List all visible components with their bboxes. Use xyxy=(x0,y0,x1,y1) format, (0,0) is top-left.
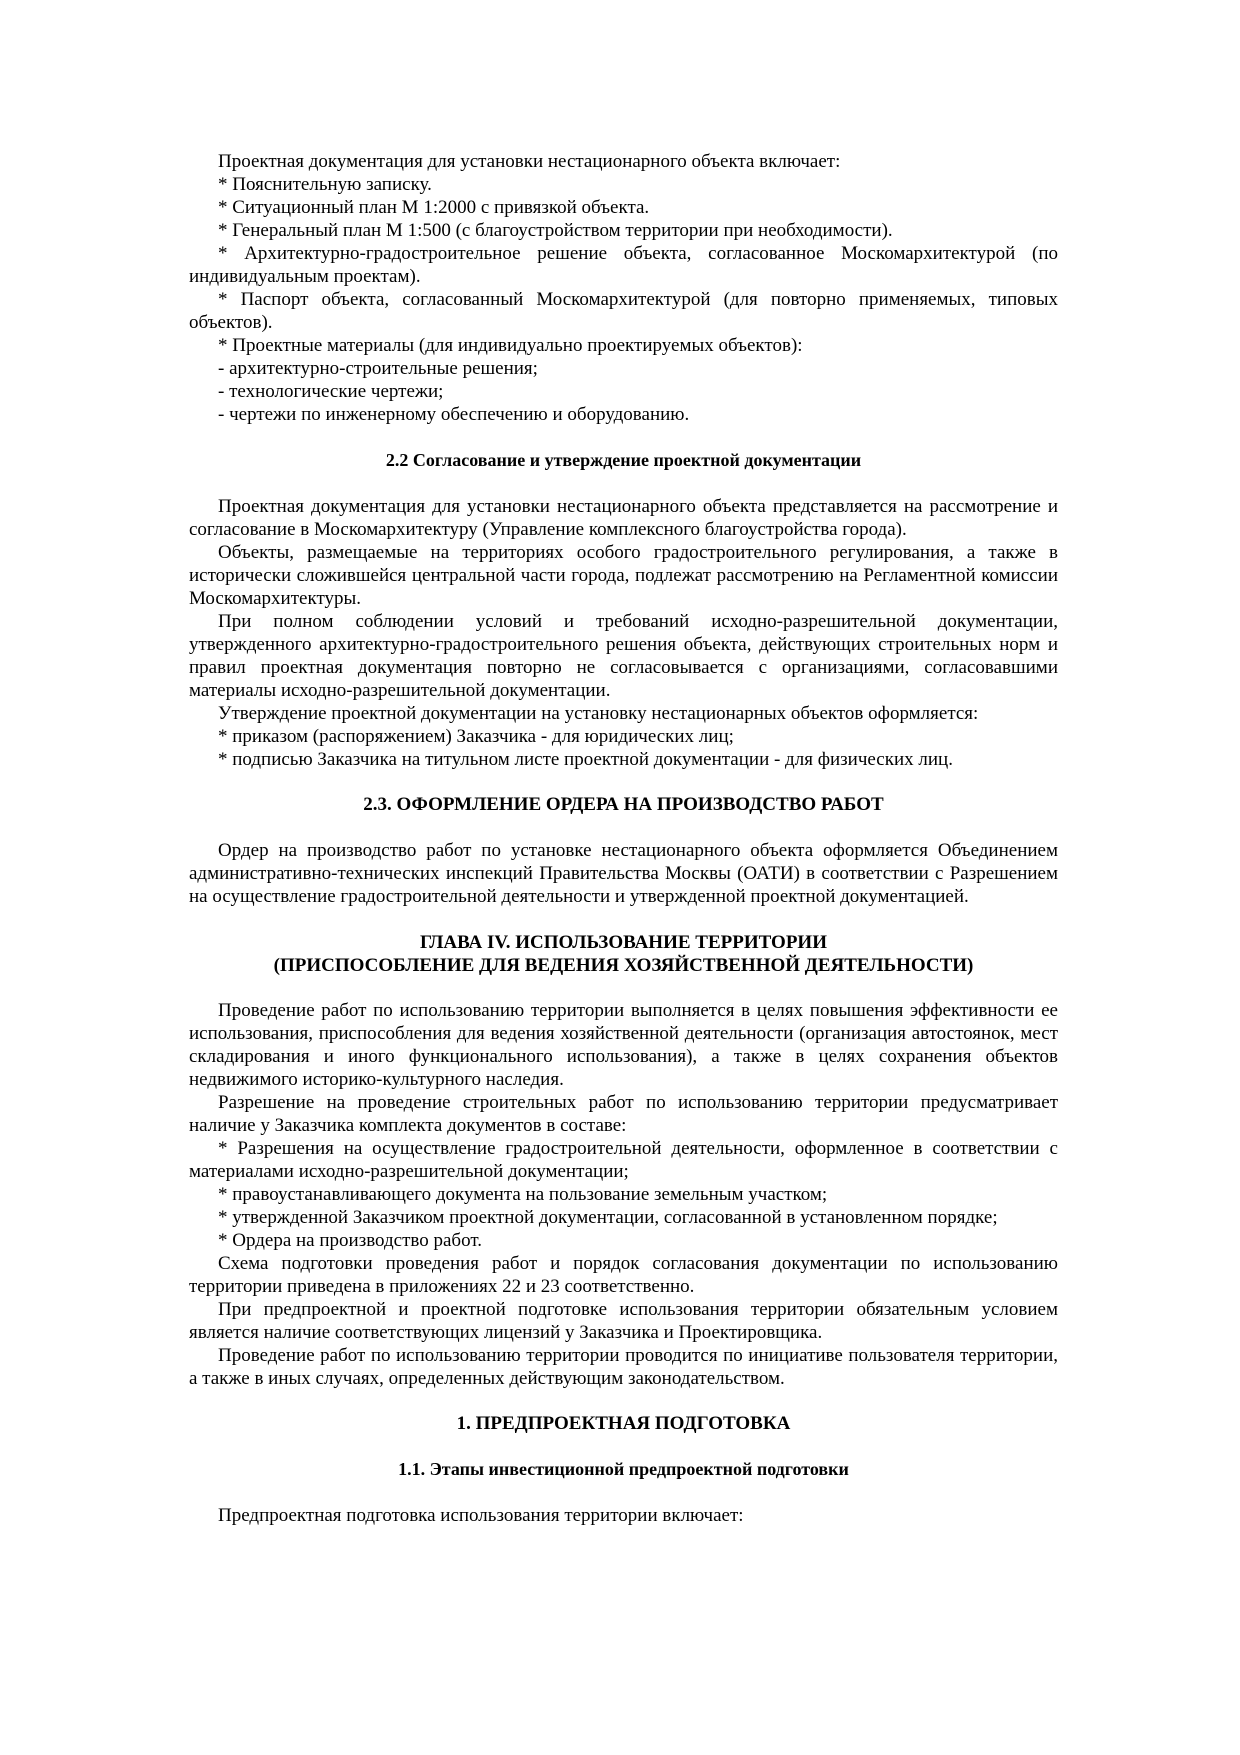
paragraph: Проектная документация для установки нестационарного объекта представляется на рассмотрение и согласование в Москомархитектуру (Управление комплексного благоустройства города). xyxy=(189,496,1058,540)
list-item: * Паспорт объекта, согласованный Москомархитектурой (для повторно применяемых, типовых объектов). xyxy=(189,289,1058,333)
section-heading-2-2: 2.2 Согласование и утверждение проектной документации xyxy=(385,450,862,470)
list-item: * Генеральный план М 1:500 (с благоустройством территории при необходимости). xyxy=(218,220,893,241)
paragraph: Схема подготовки проведения работ и порядок согласования документации по использованию территории приведена в приложениях 22 и 23 соответственно. xyxy=(189,1253,1058,1297)
list-item: * Пояснительную записку. xyxy=(218,174,432,195)
list-item: * подписью Заказчика на титульном листе проектной документации - для физических лиц. xyxy=(218,749,953,770)
section-heading-1: 1. ПРЕДПРОЕКТНАЯ ПОДГОТОВКА xyxy=(456,1413,791,1434)
section-2-3 xyxy=(189,839,1058,908)
section-heading-2-3: 2.3. ОФОРМЛЕНИЕ ОРДЕРА НА ПРОИЗВОДСТВО РАБОТ xyxy=(363,794,884,815)
paragraph: При полном соблюдении условий и требований исходно-разрешительной документации, утвержденного архитектурно-градостроительного решения объекта, действующих строительных норм и правил проектная документация повторно не согласовывается с организациями, согласовавшими материалы исходно-разрешительной документации. xyxy=(189,611,1058,701)
list-item: - технологические чертежи; xyxy=(218,381,444,402)
chapter-4 xyxy=(189,999,1058,1390)
document-body xyxy=(189,150,1058,1527)
chapter-heading xyxy=(189,931,1058,977)
paragraph: Разрешение на проведение строительных работ по использованию территории предусматривает наличие у Заказчика комплекта документов в составе: xyxy=(189,1092,1058,1136)
list-item: * Проектные материалы (для индивидуально проектируемых объектов): xyxy=(218,335,803,356)
paragraph: Проектная документация для установки нестационарного объекта включает: xyxy=(218,151,841,172)
list-item: * Ордера на производство работ. xyxy=(218,1230,482,1251)
paragraph: При предпроектной и проектной подготовке использования территории обязательным условием является наличие соответствующих лицензий у Заказчика и Проектировщика. xyxy=(189,1299,1058,1343)
paragraph: Предпроектная подготовка использования территории включает: xyxy=(218,1505,744,1526)
list-item: - архитектурно-строительные решения; xyxy=(218,358,538,379)
list-item: - чертежи по инженерному обеспечению и оборудованию. xyxy=(218,404,690,425)
chapter-heading-line2: (ПРИСПОСОБЛЕНИЕ ДЛЯ ВЕДЕНИЯ ХОЗЯЙСТВЕННОЙ ДЕЯТЕЛЬНОСТИ) xyxy=(273,955,974,976)
paragraph: Утверждение проектной документации на установку нестационарных объектов оформляется: xyxy=(218,703,979,724)
paragraph: Объекты, размещаемые на территориях особого градостроительного регулирования, а также в исторически сложившейся центральной части города, подлежат рассмотрению на Регламентной комиссии Москомархитектуры. xyxy=(189,542,1058,609)
paragraph: Проведение работ по использованию территории проводится по инициативе пользователя территории, а также в иных случаях, определенных действующим законодательством. xyxy=(189,1345,1058,1389)
chapter-heading-line1: ГЛАВА IV. ИСПОЛЬЗОВАНИЕ ТЕРРИТОРИИ xyxy=(419,932,827,953)
section-1-1 xyxy=(189,1504,1058,1527)
section-heading-1-1: 1.1. Этапы инвестиционной предпроектной подготовки xyxy=(398,1459,849,1479)
paragraph: Проведение работ по использованию территории выполняется в целях повышения эффективности ее использования, приспособления для ведения хозяйственной деятельности (организация автостоянок, мест складирования и иного функционального использования), а также в целях сохранения объектов недвижимого историко-культурного наследия. xyxy=(189,1000,1058,1090)
section-intro xyxy=(189,150,1058,426)
list-item: * правоустанавливающего документа на пользование земельным участком; xyxy=(218,1184,828,1205)
list-item: * Разрешения на осуществление градостроительной деятельности, оформленное в соответствии с материалами исходно-разрешительной документации; xyxy=(189,1138,1058,1182)
paragraph: Ордер на производство работ по установке нестационарного объекта оформляется Объединением административно-технических инспекций Правительства Москвы (ОАТИ) в соответствии с Разрешением на осуществление градостроительной деятельности и утвержденной проектной документацией. xyxy=(189,840,1058,907)
list-item: * Ситуационный план М 1:2000 с привязкой объекта. xyxy=(218,197,650,218)
list-item: * Архитектурно-градостроительное решение объекта, согласованное Москомархитектурой (по индивидуальным проектам). xyxy=(189,243,1058,287)
list-item: * утвержденной Заказчиком проектной документации, согласованной в установленном порядке; xyxy=(218,1207,998,1228)
list-item: * приказом (распоряжением) Заказчика - для юридических лиц; xyxy=(218,726,734,747)
section-2-2 xyxy=(189,495,1058,771)
